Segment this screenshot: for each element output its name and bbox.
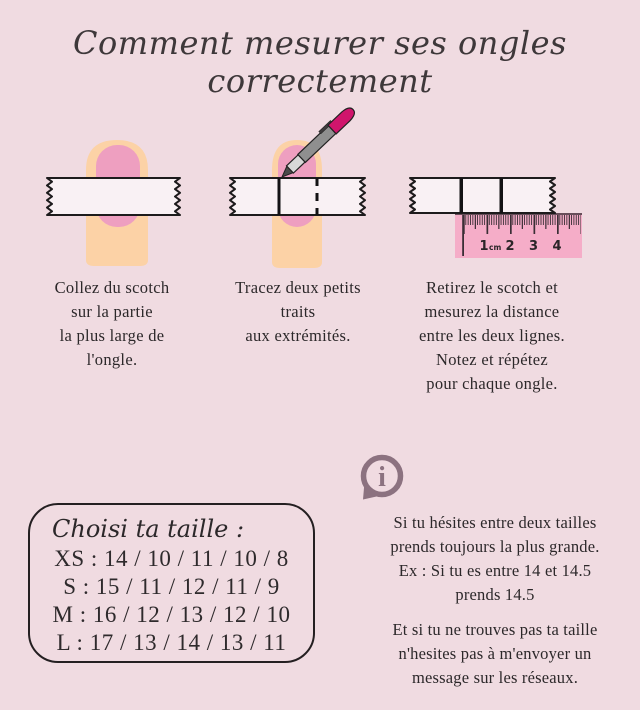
size-row-m — [30, 601, 313, 629]
left-mark-line — [460, 178, 464, 213]
info-icon — [356, 452, 406, 504]
size-row-l — [30, 629, 313, 657]
caption-line: pour chaque ongle. — [426, 374, 558, 393]
step-1-caption — [22, 276, 202, 372]
caption-line: mesurez la distance — [424, 302, 560, 321]
advice-line: Et si tu ne trouves pas ta taille — [392, 620, 598, 639]
caption-line: Tracez deux petits — [235, 278, 361, 297]
size-separator: : — [84, 546, 105, 571]
advice-line: n'hesites pas à m'envoyer un — [398, 644, 592, 663]
size-values: 16 / 12 / 13 / 12 / 10 — [92, 602, 291, 627]
caption-line: Notez et répétez — [436, 350, 548, 369]
advice-line: prends 14.5 — [455, 585, 535, 604]
ruler-unit-label: cm — [489, 243, 502, 252]
tape-shape — [410, 178, 555, 213]
size-separator: : — [70, 630, 90, 655]
advice-line: Si tu hésites entre deux tailles — [393, 513, 597, 532]
caption-line: traits — [280, 302, 316, 321]
ruler-label-2: 2 — [505, 239, 515, 254]
ruler-label-4: 4 — [552, 239, 562, 254]
tape-shape — [47, 178, 180, 215]
page-title: Comment mesurer ses ongles correctement — [73, 24, 567, 100]
size-row-xs — [30, 545, 313, 573]
advice-line: message sur les réseaux. — [411, 668, 579, 687]
illustration-measure-ruler — [405, 170, 585, 265]
illustration-draw-marks — [222, 100, 370, 270]
ruler-label-3: 3 — [528, 239, 539, 254]
advice-line: Ex : Si tu es entre 14 et 14.5 — [398, 561, 592, 580]
size-label: XS — [54, 546, 85, 571]
size-label: S — [63, 574, 77, 599]
pen-cap — [328, 105, 357, 134]
size-separator: : — [73, 602, 93, 627]
size-label: M — [52, 602, 74, 627]
size-label: L — [56, 630, 71, 655]
info-icon-letter: i — [378, 462, 386, 493]
step-2-caption — [210, 276, 386, 348]
caption-line: Retirez le scotch et — [426, 278, 558, 297]
size-chart-heading: Choisi ta taille : — [52, 515, 245, 543]
size-values: 17 / 13 / 14 / 13 / 11 — [89, 630, 287, 655]
caption-line: Collez du scotch — [54, 278, 170, 297]
caption-line: entre les deux lignes. — [419, 326, 565, 345]
caption-line: la plus large de — [59, 326, 165, 345]
size-values: 15 / 11 / 12 / 11 / 9 — [95, 574, 280, 599]
advice-paragraph-1 — [352, 511, 638, 607]
illustration-tape-on-nail — [40, 135, 190, 270]
caption-line: l'ongle. — [86, 350, 138, 369]
tape-shape — [230, 178, 365, 215]
ruler-label-1: 1 — [479, 239, 489, 254]
caption-line: aux extrémités. — [245, 326, 351, 345]
step-3-caption — [402, 276, 582, 396]
size-chart-box — [28, 503, 315, 663]
size-separator: : — [76, 574, 96, 599]
right-mark-line — [500, 178, 504, 213]
size-row-s — [30, 573, 313, 601]
size-values: 14 / 10 / 11 / 10 / 8 — [104, 546, 289, 571]
advice-paragraph-2 — [352, 618, 638, 690]
caption-line: sur la partie — [71, 302, 153, 321]
solid-mark-line — [278, 178, 281, 215]
advice-line: prends toujours la plus grande. — [390, 537, 600, 556]
